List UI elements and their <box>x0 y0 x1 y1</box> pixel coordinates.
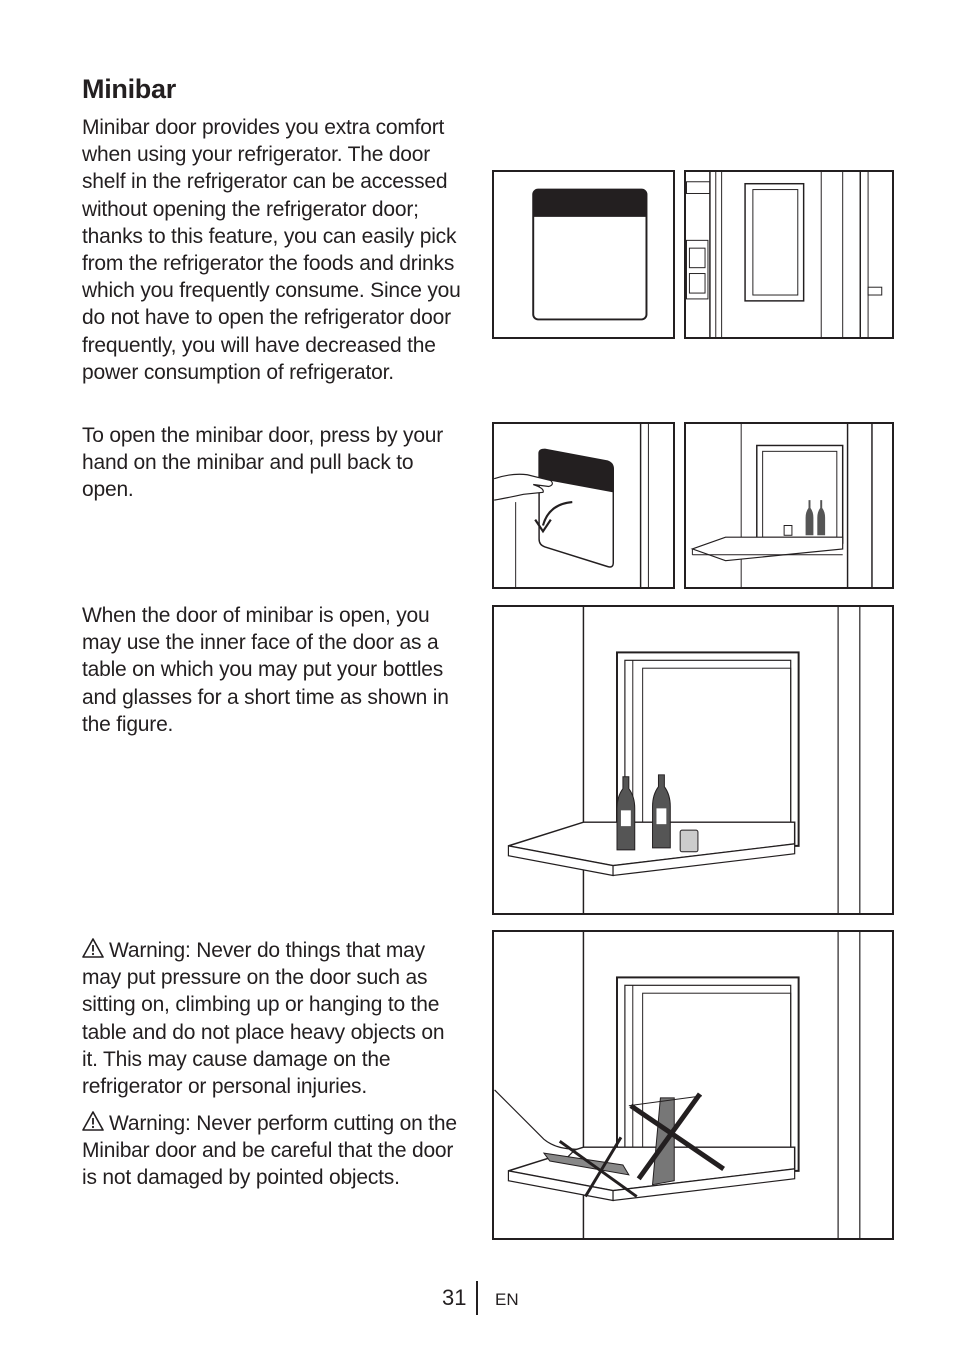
table-use-paragraph: When the door of minibar is open, you may use the inner face of the door as a table on which you may put your bottles and glasses for a short time as shown in the figure. <box>82 604 449 736</box>
warning-cutting-paragraph <box>82 1110 464 1192</box>
warning-cutting-text: Warning: Never perform cutting on the Minibar door and be careful that the door is not damaged by pointed objects. <box>82 1112 457 1190</box>
footer-divider <box>476 1281 478 1315</box>
section-title: Minibar <box>82 74 176 104</box>
warning-triangle-icon <box>82 938 104 958</box>
warning-pressure-paragraph <box>82 937 464 1100</box>
figure-warning-prohibited <box>492 930 894 1240</box>
figure-press-to-open <box>492 422 675 589</box>
figure-minibar-table <box>492 605 894 915</box>
intro-paragraph: Minibar door provides you extra comfort when using your refrigerator. The door shelf in the refrigerator can be accessed without opening the refrigerator door; thanks to this feature, you can easily pick from the refrigerator the foods and drinks which you frequently consume. Since you do not have to open the refrigerator door frequently, you will have decreased the power consumption of refrigerator. <box>82 116 461 384</box>
warning-triangle-icon <box>82 1111 104 1131</box>
figure-minibar-open-small <box>684 422 894 589</box>
figure-fridge-door <box>684 170 894 339</box>
opening-paragraph: To open the minibar door, press by your hand on the minibar and pull back to open. <box>82 424 444 502</box>
figure-minibar-closed <box>492 170 675 339</box>
warning-pressure-text: Warning: Never do things that may may put pressure on the door such as sitting on, climbing up or hanging to the table and do not place heavy objects on it. This may cause damage on the refrigerator or personal injuries. <box>82 939 445 1099</box>
language-code: EN <box>495 1290 519 1309</box>
page-number: 31 <box>442 1285 467 1310</box>
